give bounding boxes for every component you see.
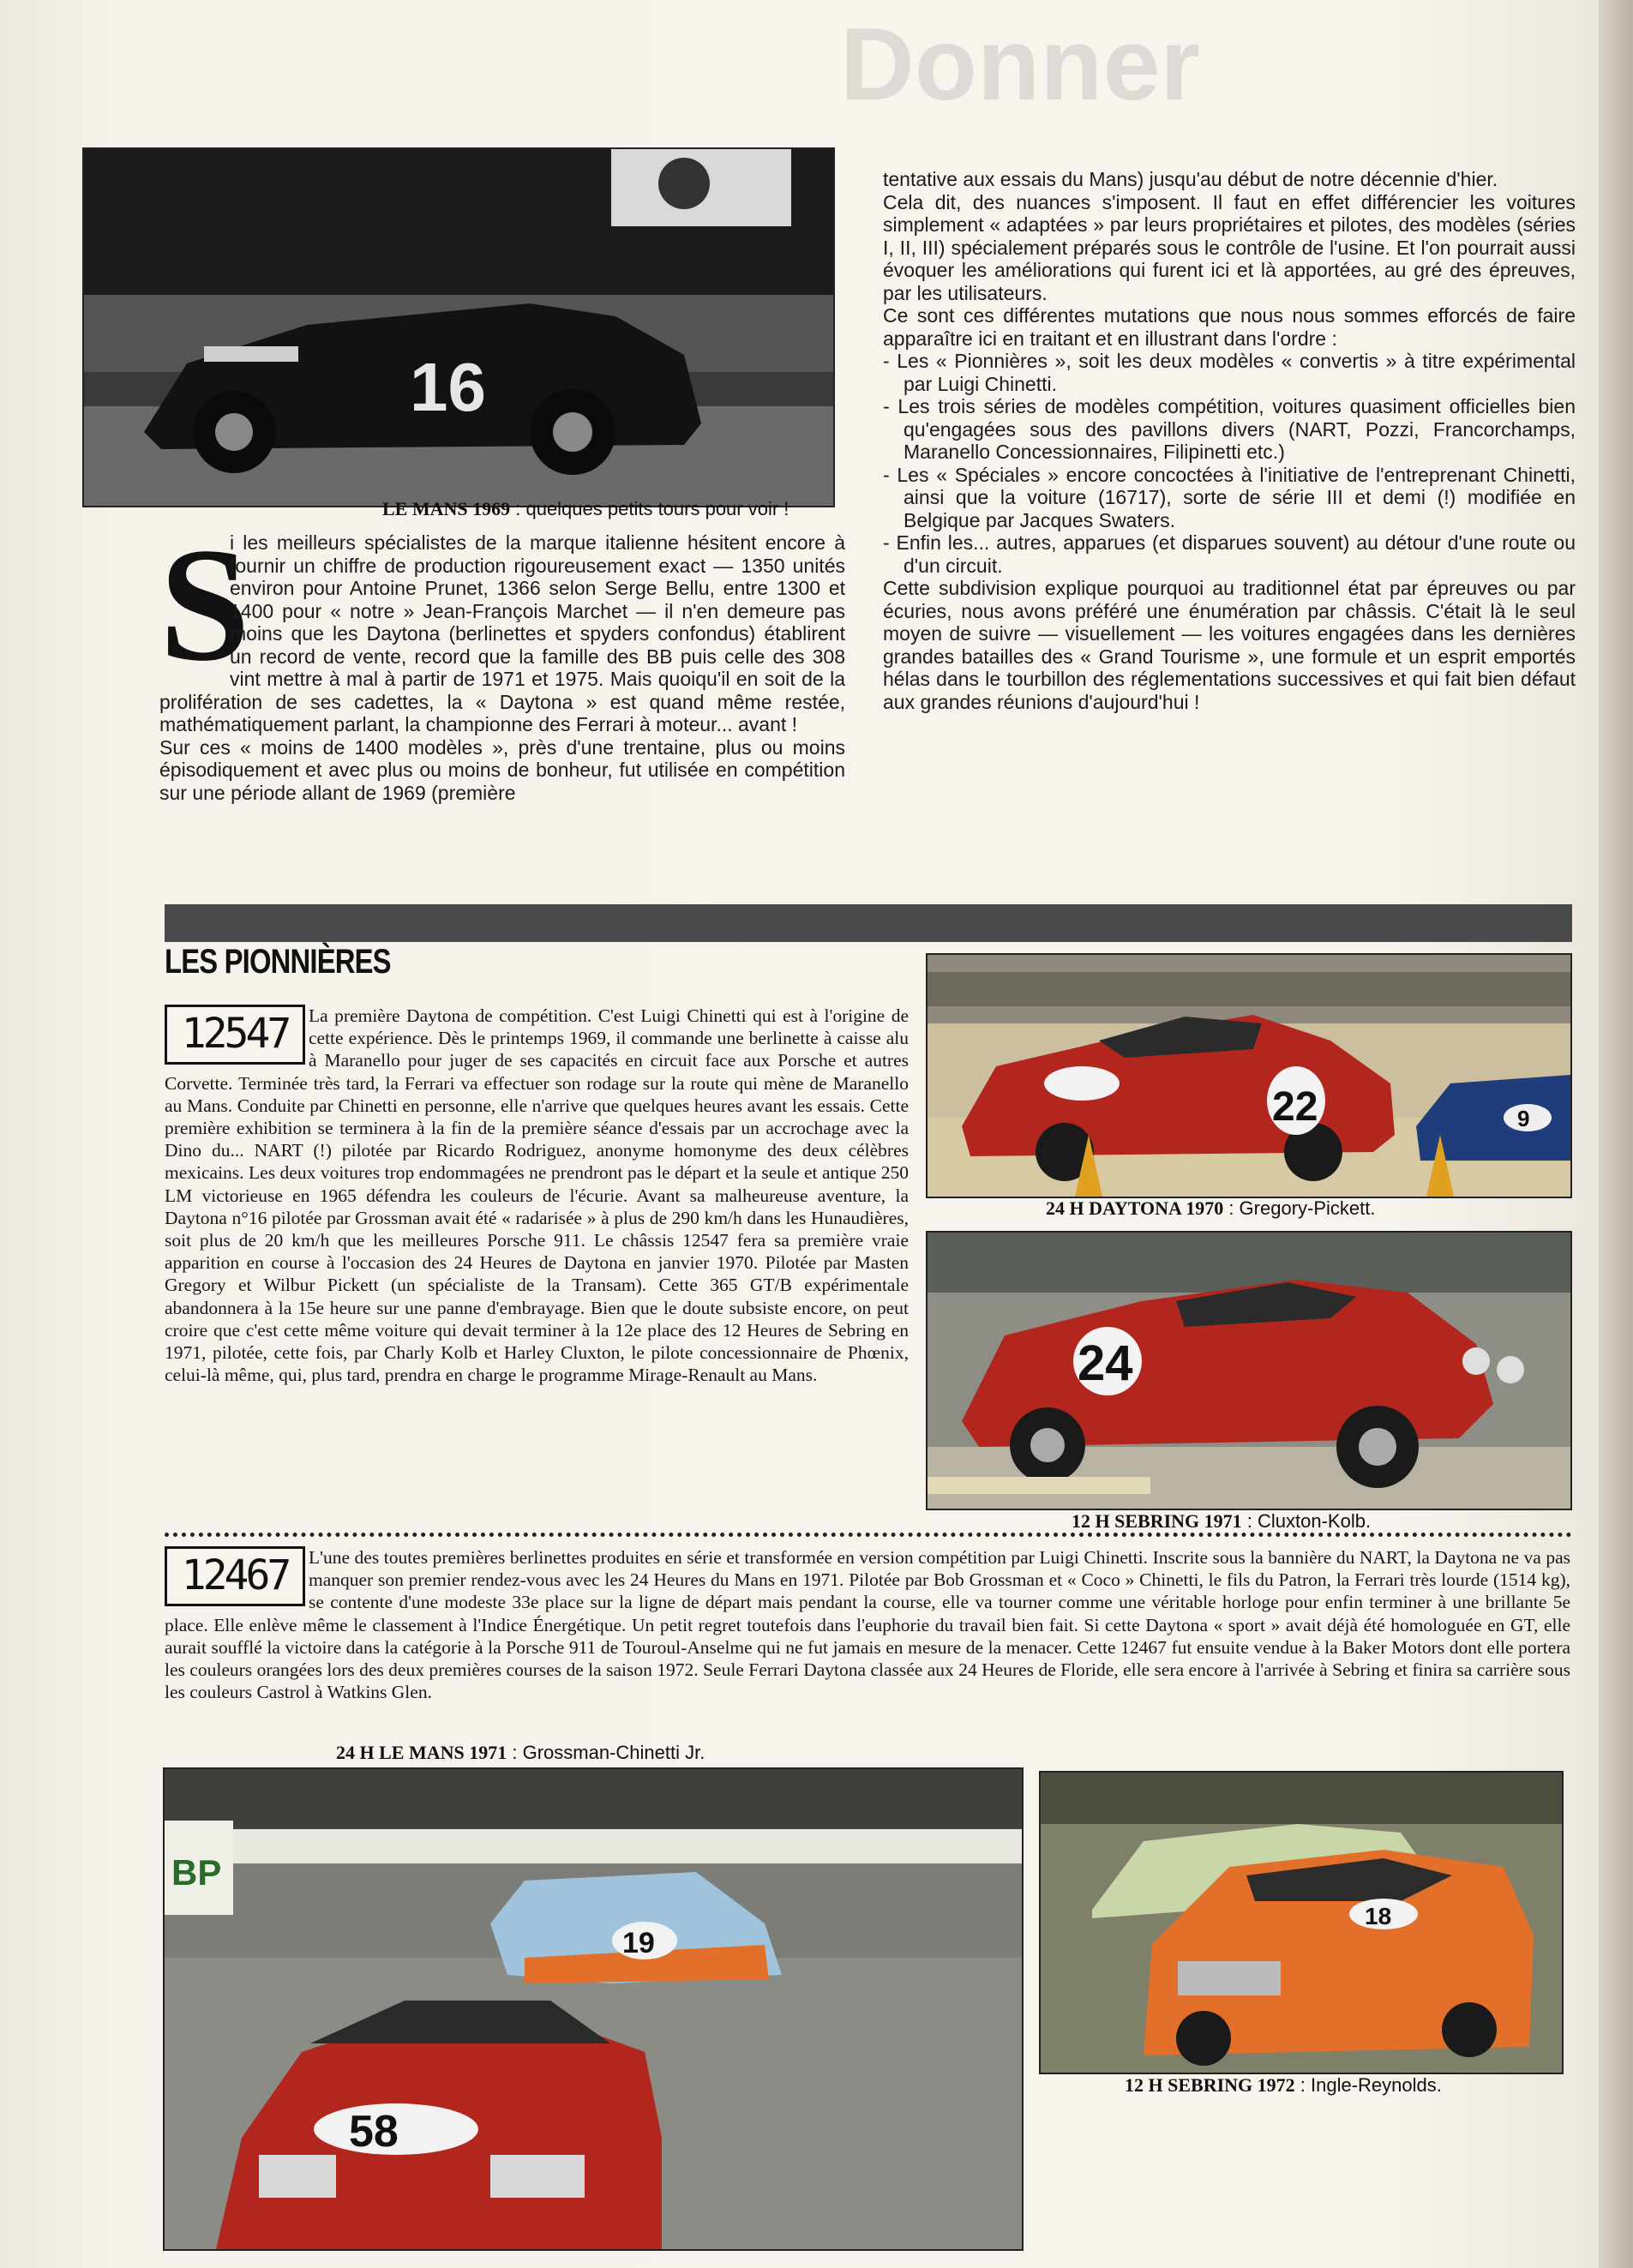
dotted-separator bbox=[165, 1533, 1572, 1537]
section-title: LES PIONNIÈRES bbox=[165, 943, 391, 981]
page-spine-shadow bbox=[1599, 0, 1633, 2268]
le-mans-1969-scene bbox=[84, 149, 833, 506]
right-paragraph-1: tentative aux essais du Mans) jusqu'au début de notre décennie d'hier. bbox=[883, 168, 1498, 190]
chassis-12467-text bbox=[165, 1546, 1570, 1761]
chassis-number-box-12467: 12467 bbox=[165, 1546, 305, 1606]
daytona-1970-scene bbox=[928, 955, 1570, 1197]
dropcap-letter: S bbox=[159, 515, 250, 695]
photo-le-mans-1969 bbox=[82, 147, 835, 507]
caption-bold: 12 H SEBRING 1971 bbox=[1072, 1510, 1242, 1532]
intro-paragraph-1: i les meilleurs spécialistes de la marque italienne hésitent encore à fournir un chiffre de production rigoureusement exact — 1350 unités environ pour Antoine Prunet, 1366 selon Serge Bellu, entre 1300 et 1400 pour « notre » Jean-François Marchet — il n'en demeure pas moins que les Daytona (berlinettes et spyders confondus) établirent un record de vente, record que la famille des BB puis celle des 308 vint mettre à mal à partir de 1971 et 1975. Mais quoiqu'il en soit de la prolifération de ses cadettes, la « Daytona » est quand même restée, mathématiquement parlant, la championne des Ferrari à moteur... avant ! bbox=[159, 531, 845, 735]
caption-rest: : quelques petits tours pour voir ! bbox=[510, 498, 789, 519]
caption-rest: : Gregory-Pickett. bbox=[1223, 1197, 1376, 1219]
car-number-18: 18 bbox=[1365, 1903, 1392, 1929]
car-number-16: 16 bbox=[410, 349, 486, 425]
chassis-box-spacer bbox=[165, 1005, 309, 1061]
chassis-12547-paragraph: La première Daytona de compétition. C'est Luigi Chinetti qui est à l'origine de cette expérience. Dès le printemps 1969, il commande une berlinette à caisse alu à Maranello pour juger de ses capacités en circuit face aux Porsche et autres Corvette. Terminée très tard, la Ferrari va effectuer son rodage sur la route qui mène de Maranello au Mans. Conduite par Chinetti en personne, elle n'arrive que quelques heures avant les essais. Cette première exhibition se terminera à la fin de la première séance d'essais par un accrochage avec la Dino du... NART (!) pilotée par Ricardo Rodriguez, anonyme homonyme des deux célèbres mexicains. Les deux voitures trop endommagées ne prendront pas le départ et la seule et antique 250 LM victorieuse en 1965 défendra les couleurs de l'écurie. Avant sa malheureuse aventure, la Daytona n°16 pilotée par Grossman avait été « radarisée » à plus de 290 km/h dans les Hunaudières, soit plus de 20 km/h que les meilleures Porsche 911. Le châssis 12547 fera sa première vraie apparition en course à l'occasion des 24 Heures de Daytona en janvier 1970. Pilotée par Masten Gregory et Wilbur Pickett (un spécialiste de la Transam). Cette 365 GT/B expérimentale abandonnera à la 15e heure sur une panne d'embrayage. Bien que le doute subsiste encore, on peut croire que c'est cette même voiture qui devait terminer à la 12e place des 12 Heures de Sebring en 1971, pilotée, cette fois, par Charly Kolb et Harley Cluxton, le pilote concessionnaire de Phœnix, celui-là même, qui, plus tard, prendra en charge le programme Mirage-Renault au Mans. bbox=[165, 1005, 909, 1386]
list-item-pionnieres: - Les « Pionnières », soit les deux modèles « convertis » à titre expérimental par Luigi Chinetti. bbox=[883, 350, 1576, 395]
page-header-ghost: Donner bbox=[840, 7, 1200, 122]
car-number-22: 22 bbox=[1272, 1084, 1318, 1130]
photo-daytona-1970 bbox=[926, 953, 1572, 1198]
car-number-19: 19 bbox=[622, 1927, 655, 1959]
intro-column bbox=[159, 515, 845, 891]
intro-paragraph-2: Sur ces « moins de 1400 modèles », près d'une trentaine, plus ou moins épisodiquement et avec plus ou moins de bonheur, fut utilisée en compétition sur une période allant de 1969 (première bbox=[159, 735, 845, 804]
photo-sebring-1971 bbox=[926, 1231, 1572, 1510]
section-divider-bar bbox=[165, 904, 1572, 942]
right-column bbox=[883, 168, 1576, 898]
chassis-box-spacer bbox=[165, 1546, 309, 1603]
caption-bold: 24 H DAYTONA 1970 bbox=[1046, 1197, 1224, 1219]
photo-le-mans-1971 bbox=[163, 1767, 1024, 2251]
car-number-9: 9 bbox=[1517, 1106, 1530, 1131]
right-paragraph-3: Ce sont ces différentes mutations que nous nous sommes efforcés de faire apparaître ici en traitant et en illustrant dans l'ordre : bbox=[883, 304, 1576, 350]
sebring-1971-scene bbox=[928, 1233, 1570, 1509]
list-item-autres: - Enfin les... autres, apparues (et disparues souvent) au détour d'une route ou d'un circuit. bbox=[883, 531, 1576, 577]
caption-le-mans-1971 bbox=[336, 1742, 705, 1764]
right-paragraph-2: Cela dit, des nuances s'imposent. Il faut en effet différencier les voitures simplement « adaptées » par leurs propriétaires et pilotes, des modèles (séries I, II, III) spécialement préparés sous le contrôle de l'usine. Et l'on pourrait aussi évoquer les améliorations qui furent ici et là apportées, au gré des épreuves, par les utilisateurs. bbox=[883, 190, 1576, 304]
caption-sebring-1971 bbox=[1072, 1510, 1371, 1533]
right-paragraph-4: Cette subdivision explique pourquoi au traditionnel état par épreuves ou par écuries, nous avons préféré une énumération par châssis. C'était là le seul moyen de suivre — visuellement — les voitures engagées dans les dernières grandes batailles des « Grand Tourisme », une formule et un esprit emportés hélas dans le tourbillon des réglementations successives et qui fait bien défaut aux grandes réunions d'aujourd'hui ! bbox=[883, 577, 1576, 713]
caption-rest: : Grossman-Chinetti Jr. bbox=[507, 1742, 705, 1763]
caption-bold: 12 H SEBRING 1972 bbox=[1125, 2074, 1295, 2096]
caption-daytona-1970 bbox=[1046, 1197, 1376, 1220]
caption-le-mans-1969 bbox=[382, 498, 789, 520]
car-number-24: 24 bbox=[1078, 1335, 1133, 1391]
sebring-1972-scene bbox=[1041, 1773, 1562, 2073]
caption-rest: : Cluxton-Kolb. bbox=[1241, 1510, 1372, 1532]
car-number-58: 58 bbox=[349, 2107, 399, 2157]
chassis-12547-text bbox=[165, 1005, 909, 1510]
caption-bold: LE MANS 1969 bbox=[382, 498, 511, 519]
photo-sebring-1972 bbox=[1039, 1771, 1564, 2074]
list-item-series: - Les trois séries de modèles compétition, voitures quasiment officielles bien qu'engagées sous des pavillons divers (NART, Pozzi, Francorchamps, Maranello Concessionnaires, Filipinetti etc.) bbox=[883, 395, 1576, 463]
caption-sebring-1972 bbox=[1125, 2074, 1442, 2097]
list-item-speciales: - Les « Spéciales » encore concoctées à l'initiative de l'entreprenant Chinetti, ainsi que la voiture (16717), sorte de série III et demi (!) modifiée en Belgique par Jacques Swaters. bbox=[883, 463, 1576, 531]
caption-rest: : Ingle-Reynolds. bbox=[1294, 2074, 1442, 2096]
bp-logo-text: BP bbox=[171, 1852, 222, 1893]
caption-bold: 24 H LE MANS 1971 bbox=[336, 1742, 507, 1763]
le-mans-1971-scene bbox=[165, 1769, 1022, 2249]
chassis-number-box-12547: 12547 bbox=[165, 1005, 305, 1065]
chassis-12467-paragraph: L'une des toutes premières berlinettes produites en série et transformée en version compétition par Luigi Chinetti. Inscrite sous la bannière du NART, la Daytona ne va pas manquer son premier rendez-vous avec les 24 Heures du Mans en 1971. Pilotée par Bob Grossman et « Coco » Chinetti, le fils du Patron, la Ferrari très lourde (1514 kg), se contente d'une modeste 33e place sur la ligne de départ mais pendant la course, elle va tourner comme une véritable horloge pour enfin terminer à une brillante 5e place. Elle enlève même le classement à l'Indice Énergétique. Un petit regret toutefois dans l'euphorie du travail bien fait. Si cette Daytona « sport » avait déjà été homologuée en GT, elle aurait soufflé la victoire dans la catégorie à la Porsche 911 de Touroul-Anselme qui ne fut jamais en mesure de la menacer. Cette 12467 fut ensuite vendue à la Baker Motors dont elle portera les couleurs orangées lors des deux premières courses de la saison 1972. Seule Ferrari Daytona classée aux 24 Heures de Floride, elle sera encore à l'arrivée à Sebring et finira sa carrière sous les couleurs Castrol à Watkins Glen. bbox=[165, 1547, 1570, 1703]
